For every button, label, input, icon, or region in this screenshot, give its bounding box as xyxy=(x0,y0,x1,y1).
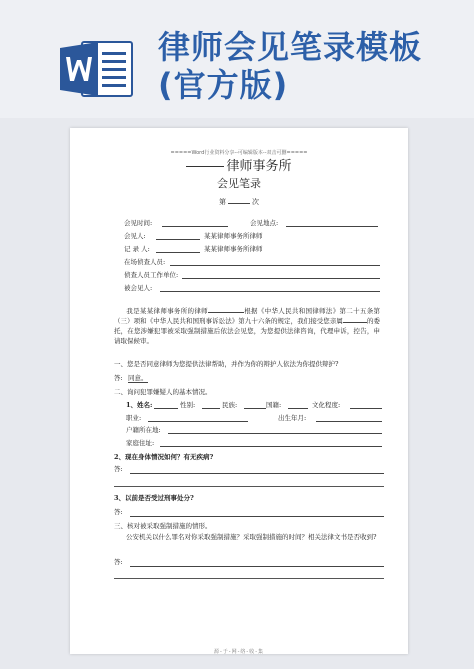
label-household: 户籍所在地: xyxy=(126,426,161,434)
label-home: 家庭住址: xyxy=(126,439,155,447)
word-document-icon xyxy=(58,40,134,98)
question-2: 二、询问犯罪嫌疑人的基本情况。 xyxy=(114,388,212,396)
label-recorder: 记 录 人: xyxy=(124,245,150,253)
field-birth[interactable] xyxy=(316,421,382,422)
label-meeter: 会见人: xyxy=(124,232,146,240)
lawyer-name-blank[interactable] xyxy=(208,306,244,313)
intro-paragraph xyxy=(114,306,380,346)
answer-record-label: 答: xyxy=(114,508,123,516)
session-suffix: 次 xyxy=(252,198,259,206)
intro-part3: 的委托，在您涉嫌犯罪被采取强制措施后依法会见您，为您提供法律咨询，代理申诉，控告，申请取保候审。 xyxy=(114,317,381,345)
label-detention-staff: 在场侦查人员: xyxy=(124,258,166,266)
label-nationality: 国籍: xyxy=(266,401,282,409)
answer-1-label: 答: xyxy=(114,374,123,382)
field-nationality[interactable] xyxy=(288,408,308,409)
field-answer-record[interactable] xyxy=(130,516,384,517)
doc-subtitle: 会见笔录 xyxy=(217,177,261,190)
field-answer-health[interactable] xyxy=(130,473,384,474)
field-sex[interactable] xyxy=(202,408,220,409)
meeter-value: 某某律师事务所律师 xyxy=(204,232,263,240)
answer-3-label: 答: xyxy=(114,558,123,566)
label-birth: 出生年月: xyxy=(278,414,307,422)
question-1: 一、您是否同意律师为您提供法律帮助，并作为你的辩护人依法为你提供辩护? xyxy=(114,360,339,368)
field-home[interactable] xyxy=(160,446,382,447)
session-number xyxy=(70,196,408,207)
separator xyxy=(114,578,384,579)
field-ethnic[interactable] xyxy=(244,408,266,409)
banner-title-line1: 律师会见笔录模板 xyxy=(158,28,423,66)
label-job: 职业: xyxy=(126,414,142,422)
field-detention-staff[interactable] xyxy=(170,265,380,266)
label-sex: 性别: xyxy=(180,401,196,409)
banner-title xyxy=(158,28,422,104)
field-household[interactable] xyxy=(168,433,382,434)
label-education: 文化程度: xyxy=(312,401,341,409)
question-health: 2、现在身体情况如何？有无疾病? xyxy=(114,453,214,461)
field-recorder[interactable] xyxy=(156,252,200,253)
answer-1-value: 同意。 xyxy=(128,374,148,382)
label-name: 1、姓名: xyxy=(126,401,153,409)
question-3-detail-text: 公安机关以什么罪名对你采取强制措施？采取强制措施的时间？相关法律文书是否收到? xyxy=(126,533,377,541)
label-ethnic: 民族: xyxy=(222,401,238,409)
intro-part2: 根据《中华人民共和国律师法》第二十五条第（三）项和《中华人民共和国刑事诉讼法》第九十六条的规定，我们接受您亲属 xyxy=(114,307,381,325)
question-record: 3、以前是否受过刑事处分? xyxy=(114,494,194,502)
label-meet-time: 会见时间: xyxy=(124,219,153,227)
title-rule xyxy=(186,166,224,167)
question-3: 三、核对被采取强制措施的情形。 xyxy=(114,522,212,530)
separator xyxy=(114,486,384,487)
session-prefix: 第 xyxy=(219,198,226,206)
banner-title-line2: (官方版) xyxy=(158,66,289,104)
field-name[interactable] xyxy=(154,408,178,409)
relative-name-blank[interactable] xyxy=(343,316,367,323)
answer-1-underline xyxy=(128,382,148,383)
label-detention-unit: 侦查人员工作单位: xyxy=(124,271,179,279)
question-3-detail xyxy=(114,532,380,542)
field-detention-unit[interactable] xyxy=(182,278,380,279)
field-meet-time[interactable] xyxy=(162,226,228,227)
answer-health-label: 答: xyxy=(114,465,123,473)
field-answer-3[interactable] xyxy=(130,566,384,567)
label-interviewee: 被会见人: xyxy=(124,284,153,292)
field-meeter[interactable] xyxy=(156,239,200,240)
document-page xyxy=(70,128,408,654)
label-meet-place: 会见地点: xyxy=(250,219,279,227)
field-interviewee[interactable] xyxy=(160,291,380,292)
field-meet-place[interactable] xyxy=(286,226,378,227)
footer-note: 源-于-网-络-收-集 xyxy=(213,649,265,655)
intro-part1: 我是某某律师事务所的律师 xyxy=(126,307,208,315)
field-job[interactable] xyxy=(148,421,248,422)
session-blank[interactable] xyxy=(228,196,250,204)
doc-title xyxy=(70,159,408,174)
field-education[interactable] xyxy=(350,408,382,409)
preview-banner xyxy=(0,0,474,118)
doc-title-text: 律师事务所 xyxy=(226,159,292,174)
recorder-value: 某某律师事务所律师 xyxy=(204,245,263,253)
header-note: =====Word行业资料分享--可编辑版本--双击可删===== xyxy=(170,150,308,156)
